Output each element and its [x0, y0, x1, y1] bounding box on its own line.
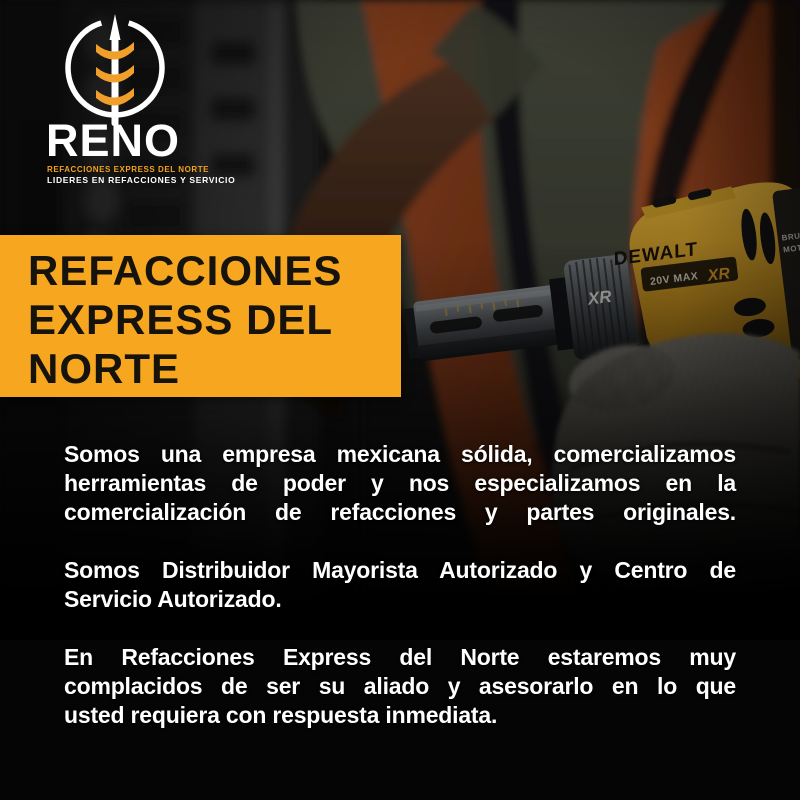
- paragraph-line: comercialización de refacciones y partes originales.: [64, 499, 736, 525]
- banner-line-3: NORTE: [28, 345, 180, 392]
- body-copy: [64, 440, 736, 759]
- paragraph-line: Somos una empresa mexicana sólida, comercializamos: [64, 441, 736, 467]
- auger-bit: [96, 14, 134, 126]
- paragraph-about: [64, 440, 736, 527]
- paragraph-line: complacidos de ser su aliado y asesorarlo en lo que: [64, 673, 736, 699]
- logo-tagline-secondary: LIDERES EN REFACCIONES Y SERVICIO: [47, 175, 236, 185]
- paragraph-line: En Refacciones Express del Norte estaremos muy: [64, 644, 736, 670]
- logo-tagline-primary: REFACCIONES EXPRESS DEL NORTE: [47, 165, 210, 174]
- paragraph-line: usted requiera con respuesta inmediata.: [64, 702, 498, 728]
- paragraph-line: herramientas de poder y nos especializamos en la: [64, 470, 736, 496]
- banner-line-2: EXPRESS DEL: [28, 296, 334, 343]
- banner-line-1: REFACCIONES: [28, 247, 343, 294]
- paragraph-distributor: [64, 556, 736, 614]
- title-banner: [0, 235, 401, 397]
- paragraph-line: Servicio Autorizado.: [64, 586, 282, 612]
- logo-wordmark: RENO: [46, 115, 181, 166]
- paragraph-line: Somos Distribuidor Mayorista Autorizado y Centro de: [64, 557, 736, 583]
- reno-logo: [0, 0, 250, 210]
- paragraph-service: [64, 643, 736, 730]
